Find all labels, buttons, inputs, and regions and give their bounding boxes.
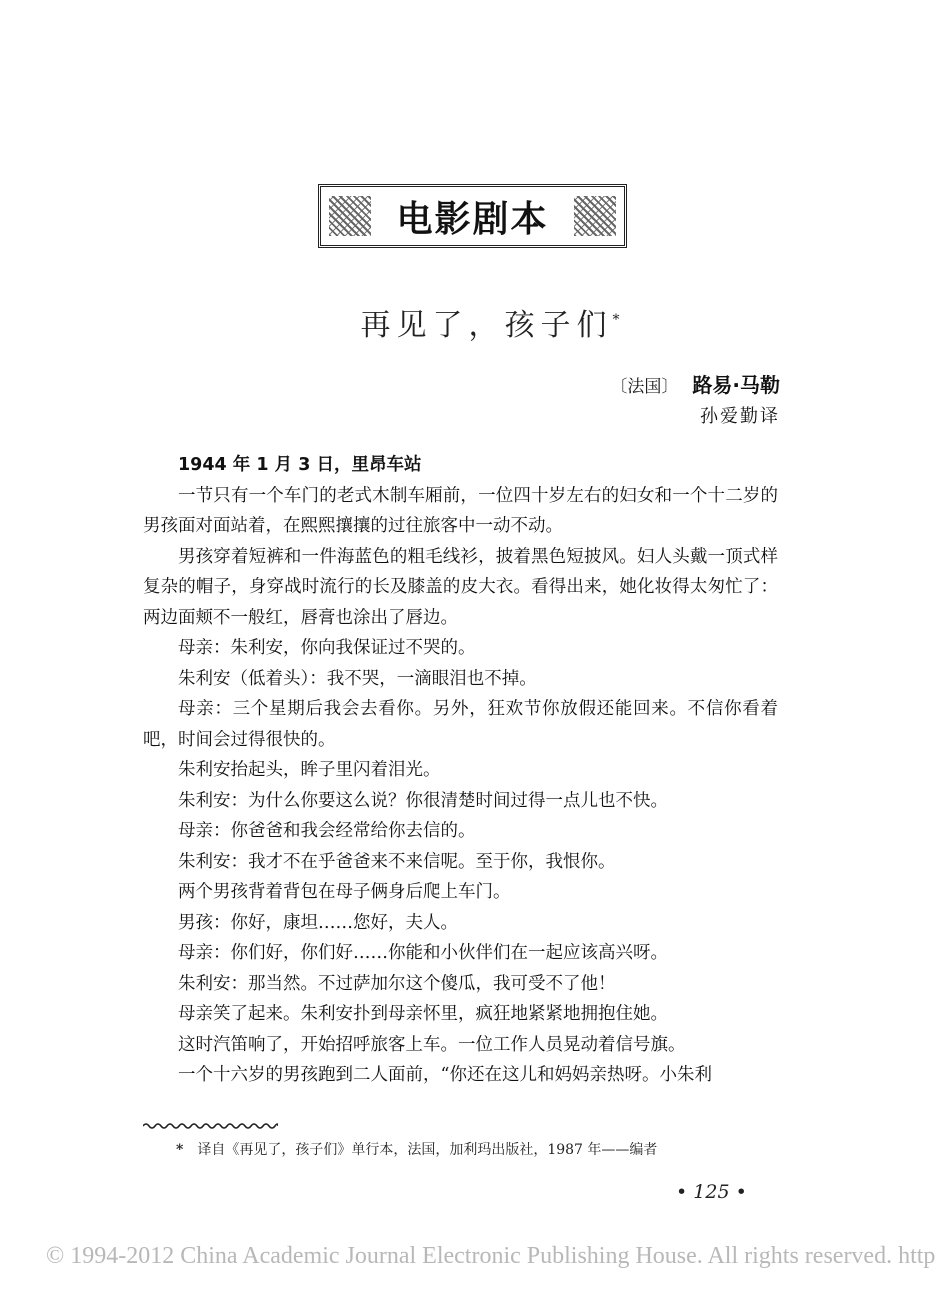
- copyright-watermark: © 1994-2012 China Academic Journal Electronic Publishing House. All rights reserved. http: [46, 1243, 936, 1269]
- paragraph: 一个十六岁的男孩跑到二人面前，“你还在这儿和妈妈亲热呀。小朱利: [178, 1065, 712, 1085]
- section-banner-title: 电影剧本: [396, 198, 549, 240]
- paragraph: 一节只有一个车门的老式木制车厢前，一位四十岁左右的妇女和一个十二岁的男孩面对面站着，在熙熙攘攘的过往旅客中一动不动。: [143, 485, 778, 536]
- paragraph: 母亲：朱利安，你向我保证过不哭的。: [178, 638, 476, 658]
- footnote-text: 译自《再见了，孩子们》单行本，法国，加利玛出版社，1987 年——编者: [197, 1142, 658, 1158]
- translator-credit: 孙爱勤译: [700, 406, 780, 427]
- byline: [610, 370, 780, 432]
- footnote-reference: *: [612, 312, 620, 328]
- footnote-divider: [143, 1121, 278, 1131]
- paragraph: 男孩穿着短裤和一件海蓝色的粗毛线衫，披着黑色短披风。妇人头戴一顶式样复杂的帽子，身穿战时流行的长及膝盖的皮大衣。看得出来，她化妆得太匆忙了：两边面颊不一般红，唇膏也涂出了唇边。: [143, 546, 778, 628]
- play-title: [300, 300, 680, 344]
- play-title-text: 再见了，孩子们: [360, 308, 613, 343]
- banner-ornament-left: [329, 196, 371, 236]
- page-number-value: 125: [693, 1181, 730, 1203]
- paragraph: 朱利安：那当然。不过萨加尔这个傻瓜，我可受不了他！: [178, 973, 616, 994]
- script-body: [143, 450, 778, 1091]
- paragraph: 朱利安：我才不在乎爸爸来不来信呢。至于你，我恨你。: [178, 851, 616, 872]
- paragraph: 母亲：你爸爸和我会经常给你去信的。: [178, 821, 476, 841]
- author-country: 〔法国〕: [610, 377, 679, 397]
- page-number: • 125 •: [676, 1181, 747, 1203]
- author-name: 路易·马勒: [692, 373, 780, 397]
- paragraph: 母亲：你们好，你们好……你能和小伙伴们在一起应该高兴呀。: [178, 943, 668, 963]
- banner-ornament-right: [574, 196, 616, 236]
- paragraph: 男孩：你好，康坦……您好，夫人。: [178, 912, 458, 933]
- footnote: [176, 1139, 776, 1161]
- footnote-mark: *: [176, 1142, 184, 1158]
- paragraph: 两个男孩背着背包在母子俩身后爬上车门。: [178, 882, 511, 902]
- paragraph: 朱利安抬起头，眸子里闪着泪光。: [178, 760, 441, 780]
- paragraph: 母亲：三个星期后我会去看你。另外，狂欢节你放假还能回来。不信你看着吧，时间会过得很快的。: [143, 699, 778, 750]
- scene-heading: 1944 年 1 月 3 日，里昂车站: [178, 455, 422, 475]
- paragraph: 这时汽笛响了，开始招呼旅客上车。一位工作人员晃动着信号旗。: [178, 1034, 686, 1055]
- paragraph: 朱利安：为什么你要这么说？你很清楚时间过得一点儿也不快。: [178, 790, 668, 811]
- author-line: [610, 370, 780, 402]
- section-banner: [318, 184, 627, 248]
- paragraph: 母亲笑了起来。朱利安扑到母亲怀里，疯狂地紧紧地拥抱住她。: [178, 1004, 668, 1024]
- paragraph: 朱利安（低着头）：我不哭，一滴眼泪也不掉。: [178, 668, 537, 689]
